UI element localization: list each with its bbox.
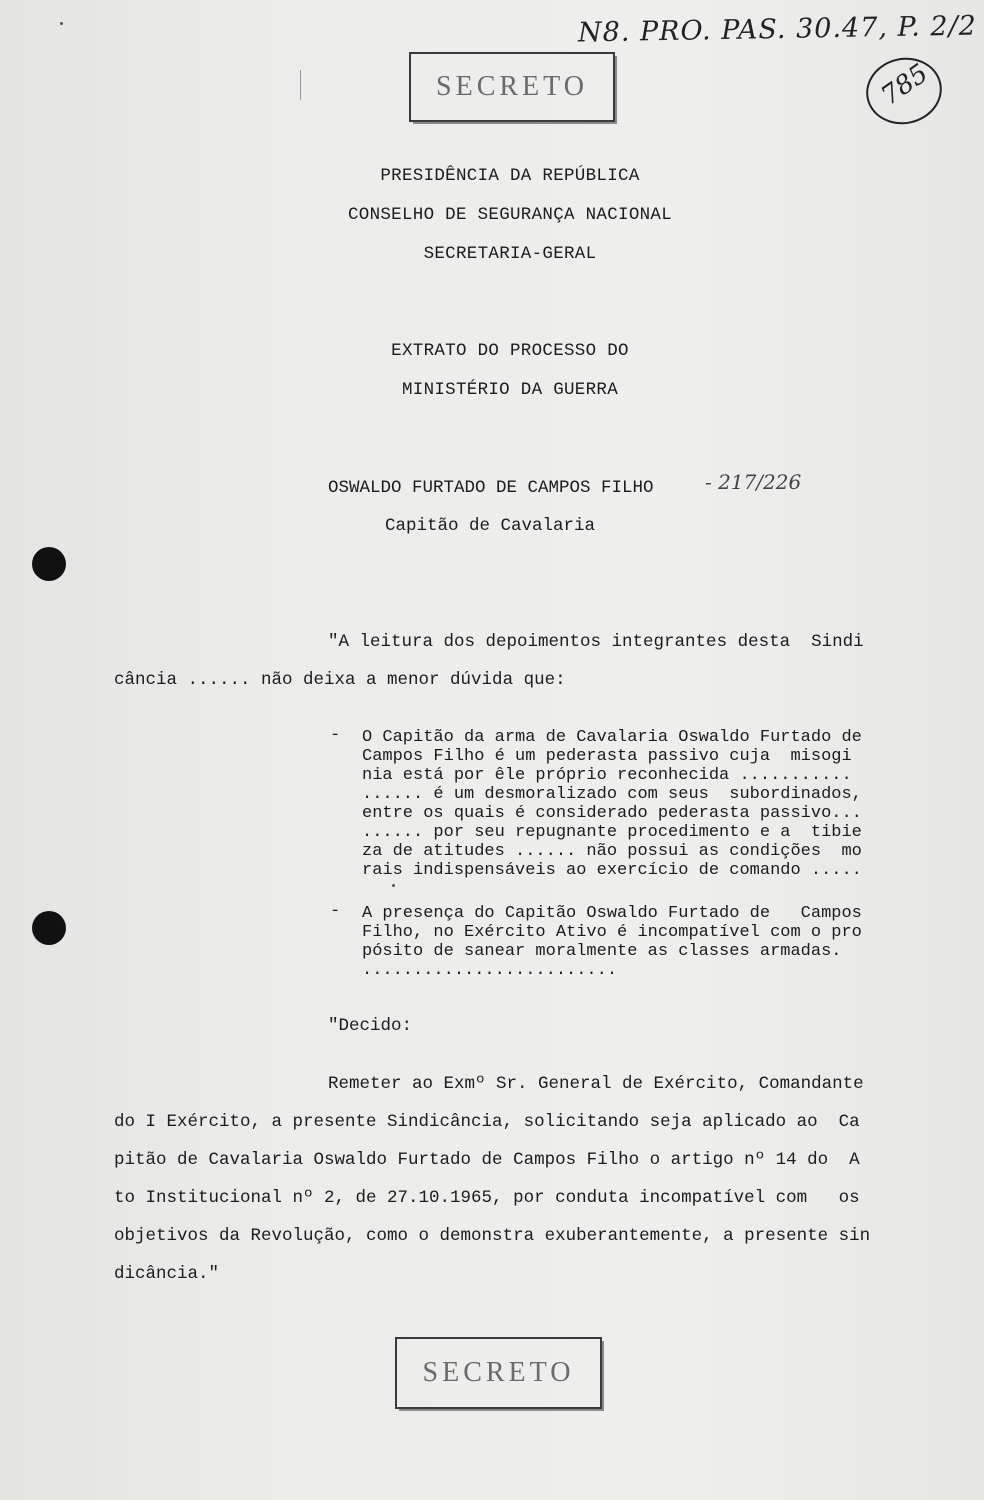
subject-rank: Capitão de Cavalaria [385,516,596,536]
extract-title-line2: MINISTÉRIO DA GUERRA [401,380,619,400]
subject-name: OSWALDO FURTADO DE CAMPOS FILHO [328,478,654,498]
secret-stamp-top: SECRETO [409,52,615,122]
decision-line: objetivos da Revolução, como o demonstra exuberantemente, a presente sin [114,1226,871,1246]
header-presidency: PRESIDÊNCIA DA REPÚBLICA [380,166,640,186]
decision-line: pitão de Cavalaria Oswaldo Furtado de Campos Filho o artigo nº 14 do A [114,1150,860,1170]
decision-line: dicância." [114,1264,220,1284]
bullet-dash: - [330,726,341,745]
header-secretariat: SECRETARIA-GERAL [423,244,597,264]
bullet-1-line: Campos Filho é um pederasta passivo cuja misogi [362,747,852,766]
bullet-2-line: pósito de sanear moralmente as classes armadas. [362,942,842,961]
bullet-1-line: nia está por êle próprio reconhecida ........... [362,766,852,785]
bullet-2-line: Filho, no Exército Ativo é incompatível com o pro [362,923,862,942]
bullet-1-line: O Capitão da arma de Cavalaria Oswaldo Furtado de [362,728,862,747]
bullet-1-line: za de atitudes ...... não possui as condições mo [362,842,862,861]
speck [60,22,63,25]
bullet-dash: - [330,902,341,921]
quote-line-2: cância ...... não deixa a menor dúvida que: [114,670,566,690]
speck [392,884,395,887]
margin-mark [300,70,301,100]
punch-hole [32,911,66,945]
decision-line: do I Exército, a presente Sindicância, solicitando seja aplicado ao Ca [114,1112,860,1132]
quote-line-1: "A leitura dos depoimentos integrantes desta Sindi [328,632,864,652]
bullet-2-line: ......................... [362,961,618,980]
handwritten-pages: - 217/226 [705,470,802,494]
bullet-2-line: A presença do Capitão Oswaldo Furtado de Campos [362,904,862,923]
extract-title-line1: EXTRATO DO PROCESSO DO [391,341,629,361]
bullet-1-line: rais indispensáveis ao exercício de comando ..... [362,861,862,880]
punch-hole [32,547,66,581]
header-council: CONSELHO DE SEGURANÇA NACIONAL [347,205,673,225]
decision-heading: "Decido: [328,1016,413,1036]
decision-line: to Institucional nº 2, de 27.10.1965, por conduta incompatível com os [114,1188,860,1208]
secret-stamp-bottom: SECRETO [395,1337,602,1409]
bullet-1-line: entre os quais é considerado pederasta passivo... [362,804,862,823]
handwritten-reference: N8. PRO. PAS. 30.47, P. 2/2 [577,10,978,49]
handwritten-page-number: 785 [875,58,934,112]
bullet-1-line: ...... é um desmoralizado com seus subordinados, [362,785,862,804]
bullet-1-line: ...... por seu repugnante procedimento e a tibie [362,823,862,842]
decision-line: Remeter ao Exmº Sr. General de Exército, Comandante [328,1074,864,1094]
